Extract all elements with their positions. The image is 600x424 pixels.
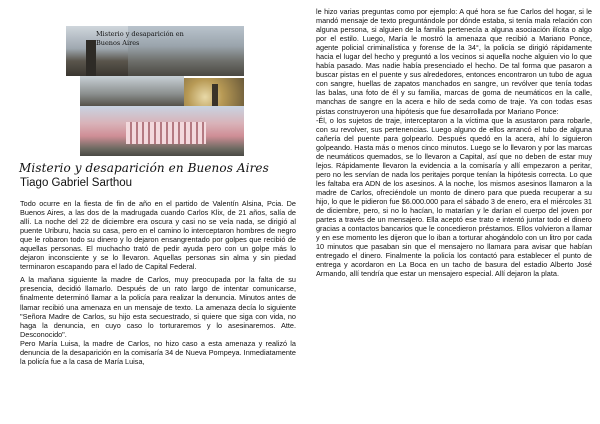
- paragraph: Todo ocurre en la fiesta de fin de año en el partido de Valentín Alsina, Pcia. De Buenos Aires, a las dos de la madrugada cuando Carlos Klix, de 21 años, salía de allí. La noche del 22 de diciembre era oscura y casi no se veía nada, se dirigió al puente Uriburu, hacia su casa, pero en el camino lo interceptaron hombres de negro que le robaron todo su dinero y lo dejaron ensangrentado por golpes que recibió de aquellas personas. El muchacho trató de pedir ayuda pero con un golpe más lo dejaron inconsciente y se lo llevaron. Aquellas personas sin alma y sin piedad terminaron escapando para el lado de Capital Federal.: [20, 199, 296, 272]
- paragraph: -Él, o los sujetos de traje, interceptaron a la víctima que la asustaron para robarle, con su revolver, sus pertenencias. Luego alguno de ellos arrancó el tubo de alguna cañería del puente para golpearlo. Después quedó en la acera, ahí lo siguieron golpeando. Hasta más o menos cinco minutos. Luego se lo llevaron y por las marcas de neumáticos quemados, se lo llevaron a Capital, así que no deben de estar muy lejos. Rápidamente llevaron la evidencia a la comisaría y allí empezaron a peritar, pero no les servían de nada los peritajes porque tenían la hipótesis correcta. Lo que les faltaba era ADN de los asesinos. A la noche, los mismos asesinos llamaron a la madre de Carlos, ofreciéndole un monto de dinero para que pueda recuperar a su hijo, lo que le pidieron fue $6.000.000 para el sábado 3 de enero, era el miércoles 31 de diciembre, pero, si no lo hacían, lo matarían y le darían el cuerpo del joven por partes a través de un mensajero. Ella aceptó ese trato e intentó juntar todo el dinero gracias a contactos bancarios que le concedieron préstamos. Ellos volvieron a llamar y en ese momento les dijeron que lo iban a torturar ahogándolo con un litro por cada 10 minutos que pasaban sin que el mensajero no llamara para avisar que habían entregado el dinero. Finalmente la policía los contactó para establecer el punto de entrega y acordaron en La Boca en un tacho de basura del estadio Alberto José Armando, allí tendría que estar un mensajero especial. Allí dejaron la plata.: [316, 115, 592, 279]
- left-column: [20, 199, 296, 366]
- statue-silhouette: [86, 40, 96, 76]
- casa-rosada-facade: [126, 122, 206, 144]
- article-author: Tiago Gabriel Sarthou: [20, 177, 133, 189]
- paragraph: le hizo varias preguntas como por ejemplo: A qué hora se fue Carlos del hogar, si le mandó mensaje de texto preguntándole por dónde estaba, si tenía mala relación con alguna persona, si alguien de la familia pertenecía a alguna asociación ilícita o algo por el estilo. Luego, María le mostró la amenaza que recibió a Mariano Ponce, agente policial criminalística y forense de la 34°, la policía se dirigió rápidamente hacia el lugar del hecho y preguntó a los vecinos si aquella noche alguien vio lo que había pasado. Mas nadie había presenciado el hecho. De tal forma que pasaron a buscar pistas en el puente y sus alrededores, entonces encontraron un tubo de agua con sangre, huellas de zapatos manchados en sangre, un revólver que tenía todas las balas, una foto de él y su familia, marcas de goma de neumáticos en la calle, manchas de sangre en la acera e hilo de seda como de traje. Ya con todas esas pistas construyeron una hipótesis que fue desarrollada por Mariano Ponce:: [316, 7, 592, 116]
- paragraph: A la mañana siguiente la madre de Carlos, muy preocupada por la falta de su presencia, decidió llamarlo. Después de un rato largo de intentar comunicarse, finalmente determinó llamar a la policía para realizar la denuncia. Minutos antes de llamar recibió una amenaza en un mensaje de texto. La amenaza decía lo siguiente "Señora Madre de Carlos, su hijo esta secuestrado, si quiere que siga con vida, no haga la denuncia, en cuyo caso lo torturaremos y lo asesinaremos. Atte. Desconocido".: [20, 275, 296, 339]
- monument-photo: [80, 76, 184, 106]
- paragraph: Pero María Luisa, la madre de Carlos, no hizo caso a esta amenaza y realizó la denuncia de la desaparición en la comisaría 34 de Nueva Pompeya. Inmediatamente la policía fue a la casa de María Luisa,: [20, 338, 296, 366]
- collage-caption: Misterio y desaparición en Buenos Aires: [96, 30, 184, 47]
- article-title: Misterio y desaparición en Buenos Aires: [19, 161, 269, 175]
- right-column: [316, 7, 592, 278]
